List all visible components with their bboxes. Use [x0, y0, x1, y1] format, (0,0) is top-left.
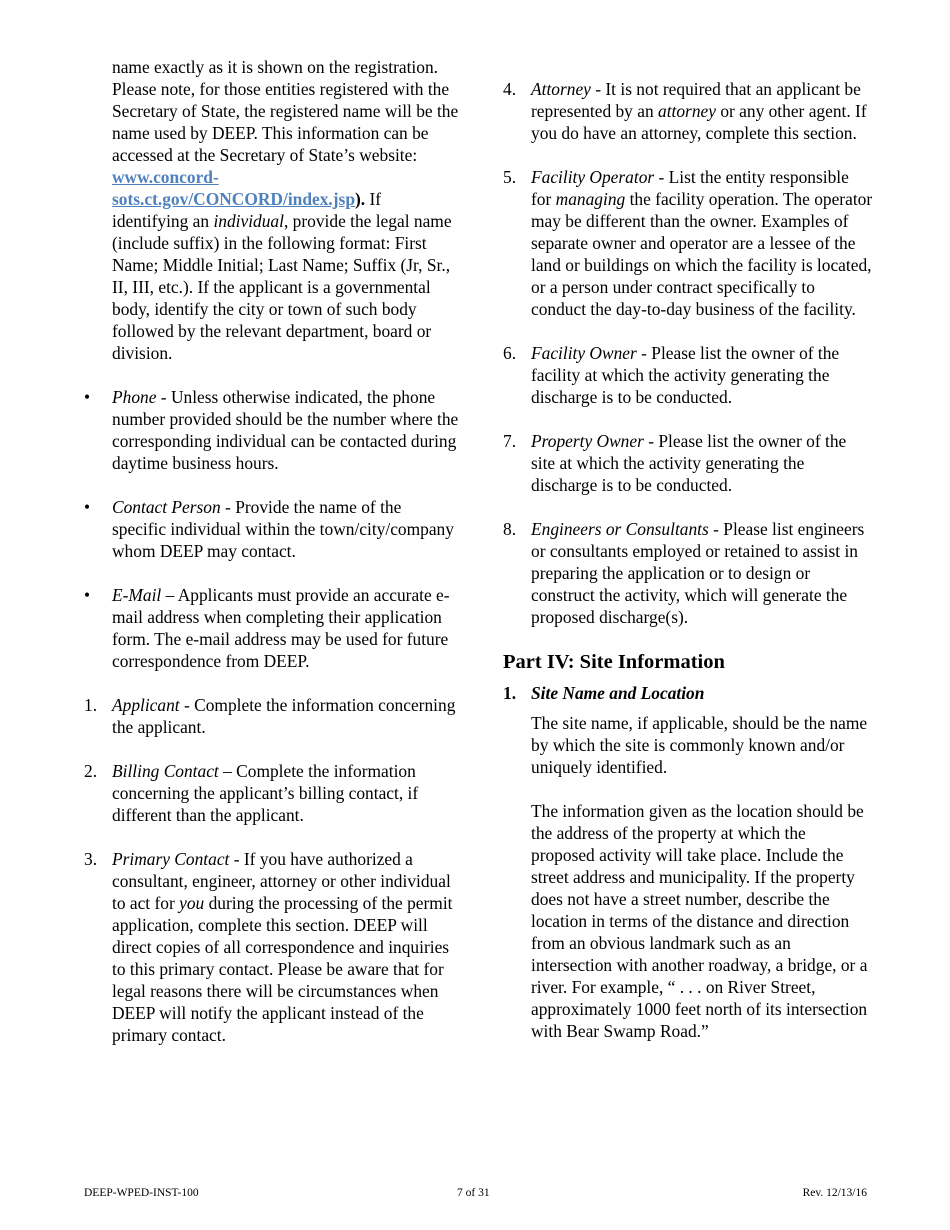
- bullet-marker: •: [84, 585, 91, 605]
- bullet-marker: •: [84, 497, 91, 517]
- item-number: 8.: [503, 519, 517, 539]
- item-number: 6.: [503, 343, 517, 363]
- bullet-email: • E-Mail – Applicants must provide an accurate e-mail address when completing their application form. The e-mail address may be used for future correspondence from DEEP.: [84, 585, 450, 671]
- term-attorney: Attorney: [531, 79, 591, 99]
- item-engineers-consultants: 8. Engineers or Consultants - Please list engineers or consultants employed or retained to assist in preparing the application or to design or construct the activity, which will generate the proposed discharge(s).: [503, 519, 865, 627]
- term-property-owner: Property Owner: [531, 431, 644, 451]
- item-number: 2.: [84, 761, 98, 781]
- item-property-owner: 7. Property Owner - Please list the owner of the site at which the activity generating the discharge is to be conducted.: [503, 431, 847, 495]
- bullet-phone: • Phone - Unless otherwise indicated, the phone number provided should be the number where the corresponding individual can be contacted during daytime business hours.: [84, 387, 459, 473]
- footer-doc-id: DEEP-WPED-INST-100: [84, 1187, 199, 1199]
- item-number: 1.: [84, 695, 98, 715]
- item-attorney: 4. Attorney - It is not required that an applicant be represented by an attorney or any other agent. If you do have an attorney, complete this section.: [503, 79, 867, 143]
- item-number: 7.: [503, 431, 517, 451]
- subsection-heading: 1. Site Name and Location: [503, 683, 705, 703]
- term-engineers-consultants: Engineers or Consultants: [531, 519, 709, 539]
- site-location-paragraph: The information given as the location should be the address of the property at which the proposed activity will take place. Include the street address and municipality. If the property does not have a street number, describe the location in terms of the distance and direction from an obvious landmark such as an intersection with another roadway, a bridge, or a river. For example, “ . . . on River Street, approximately 1000 feet north of its intersection with Bear Swamp Road.”: [531, 801, 868, 1041]
- term-primary-contact: Primary Contact: [112, 849, 230, 869]
- site-name-paragraph: The site name, if applicable, should be the name by which the site is commonly known and/or uniquely identified.: [531, 713, 868, 777]
- bullet-marker: •: [84, 387, 91, 407]
- term-phone: Phone: [112, 387, 157, 407]
- intro-paragraph: name exactly as it is shown on the registration. Please note, for those entities registered with the Secretary of State, the registered name will be the name used by DEEP. This information can be accessed at the Secretary of State’s website: www.concord-sots.ct.gov/CONCORD/index.jsp). If identifying an individual, provide the legal name (include suffix) in the following format: First Name; Middle Initial; Last Name; Suffix (Jr, Sr., II, III, etc.). If the applicant is a governmental body, identify the city or town of such body followed by the relevant department, board or division.: [112, 57, 459, 363]
- item-number: 3.: [84, 849, 98, 869]
- right-column: [503, 56, 873, 1042]
- term-facility-operator: Facility Operator: [531, 167, 655, 187]
- term-contact-person: Contact Person: [112, 497, 221, 517]
- item-applicant: 1. Applicant - Complete the information concerning the applicant.: [84, 695, 456, 737]
- item-facility-owner: 6. Facility Owner - Please list the owner of the facility at which the activity generating the discharge is to be conducted.: [503, 343, 840, 407]
- item-number: 4.: [503, 79, 517, 99]
- footer-revision: Rev. 12/13/16: [802, 1187, 867, 1199]
- item-facility-operator: 5. Facility Operator - List the entity responsible for managing the facility operation. The operator may be different than the owner. Examples of separate owner and operator are a lessee of the land or buildings on which the facility is located, or a person under contract specifically to conduct the day-to-day business of the facility.: [503, 167, 873, 319]
- item-billing-contact: 2. Billing Contact – Complete the information concerning the applicant’s billing contact, if different than the applicant.: [84, 761, 419, 825]
- term-applicant: Applicant: [112, 695, 180, 715]
- term-email: E-Mail: [112, 585, 162, 605]
- left-column: [84, 56, 459, 1046]
- term-facility-owner: Facility Owner: [531, 343, 637, 363]
- section-heading: Part IV: Site Information: [503, 651, 725, 673]
- bullet-contact-person: • Contact Person - Provide the name of the specific individual within the town/city/company whom DEEP may contact.: [84, 497, 454, 561]
- item-number: 5.: [503, 167, 517, 187]
- footer-page-number: 7 of 31: [457, 1187, 490, 1199]
- item-primary-contact: 3. Primary Contact - If you have authorized a consultant, engineer, attorney or other individual to act for you during the processing of the permit application, complete this section. DEEP will direct copies of all correspondence and inquiries to this primary contact. Please be aware that for legal reasons there will be circumstances when DEEP will notify the applicant instead of the primary contact.: [84, 849, 453, 1045]
- subsection-number: 1.: [503, 683, 517, 703]
- term-billing-contact: Billing Contact: [112, 761, 219, 781]
- concord-website-link[interactable]: www.concord-sots.ct.gov/CONCORD/index.jsp: [112, 167, 355, 209]
